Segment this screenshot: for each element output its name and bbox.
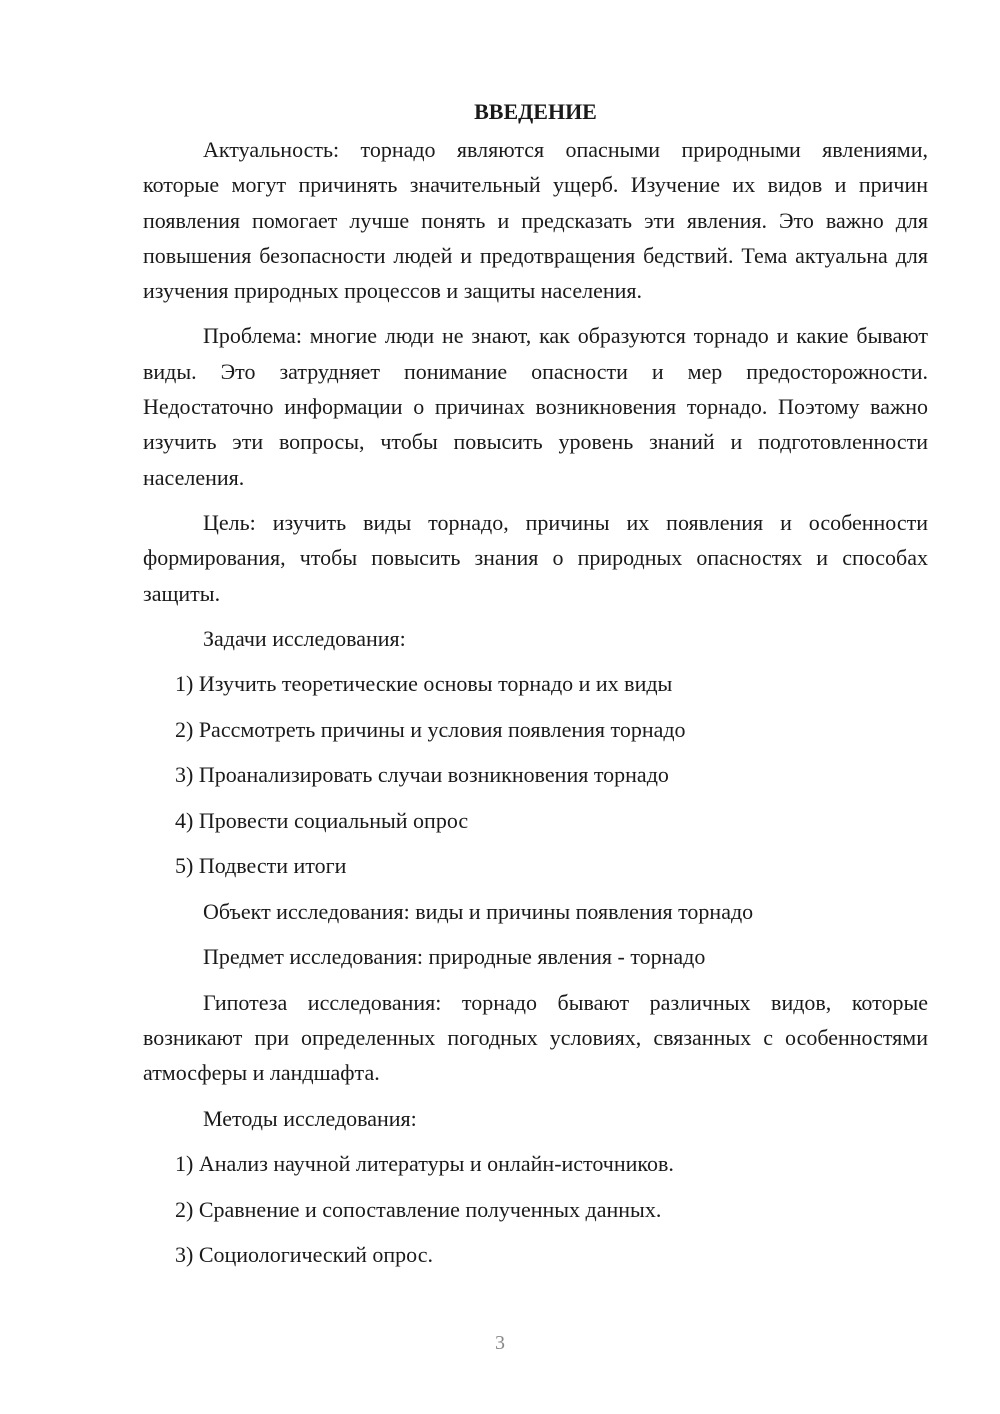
hypothesis-paragraph: Гипотеза исследования: торнадо бывают различных видов, которые возникают при определенных погодных условиях, связанных с особенностями атмосферы и ландшафта. [143,989,928,1086]
page-number: 3 [495,1332,505,1354]
goal-paragraph: Цель: изучить виды торнадо, причины их появления и особенности формирования, чтобы повысить знания о природных опасностях и способах защиты. [143,509,928,606]
task-item: 5) Подвести итоги [175,853,347,879]
task-item: 3) Проанализировать случаи возникновения торнадо [175,762,669,788]
task-item: 2) Рассмотреть причины и условия появления торнадо [175,716,686,742]
task-item: 1) Изучить теоретические основы торнадо и их виды [175,671,673,697]
tasks-title: Задачи исследования: [203,625,406,651]
relevance-paragraph: Актуальность: торнадо являются опасными природными явлениями, которые могут причинять значительный ущерб. Изучение их видов и причин появления помогает лучше понять и предсказать эти явления. Это важно для повышения безопасности людей и предотвращения бедствий. Тема актуальна для изучения природных процессов и защиты населения. [143,137,928,304]
section-heading: ВВЕДЕНИЕ [474,99,597,124]
research-subject: Предмет исследования: природные явления - торнадо [203,944,706,970]
task-item: 4) Провести социальный опрос [175,807,469,833]
method-item: 2) Сравнение и сопоставление полученных данных. [175,1196,662,1222]
method-item: 1) Анализ научной литературы и онлайн-источников. [175,1151,674,1177]
problem-paragraph: Проблема: многие люди не знают, как образуются торнадо и какие бывают виды. Это затрудняет понимание опасности и мер предосторожности. Недостаточно информации о причинах возникновения торнадо. Поэтому важно изучить эти вопросы, чтобы повысить уровень знаний и подготовленности населения. [143,323,928,490]
method-item: 3) Социологический опрос. [175,1242,433,1268]
methods-title: Методы исследования: [203,1105,417,1131]
research-object: Объект исследования: виды и причины появления торнадо [203,898,754,924]
